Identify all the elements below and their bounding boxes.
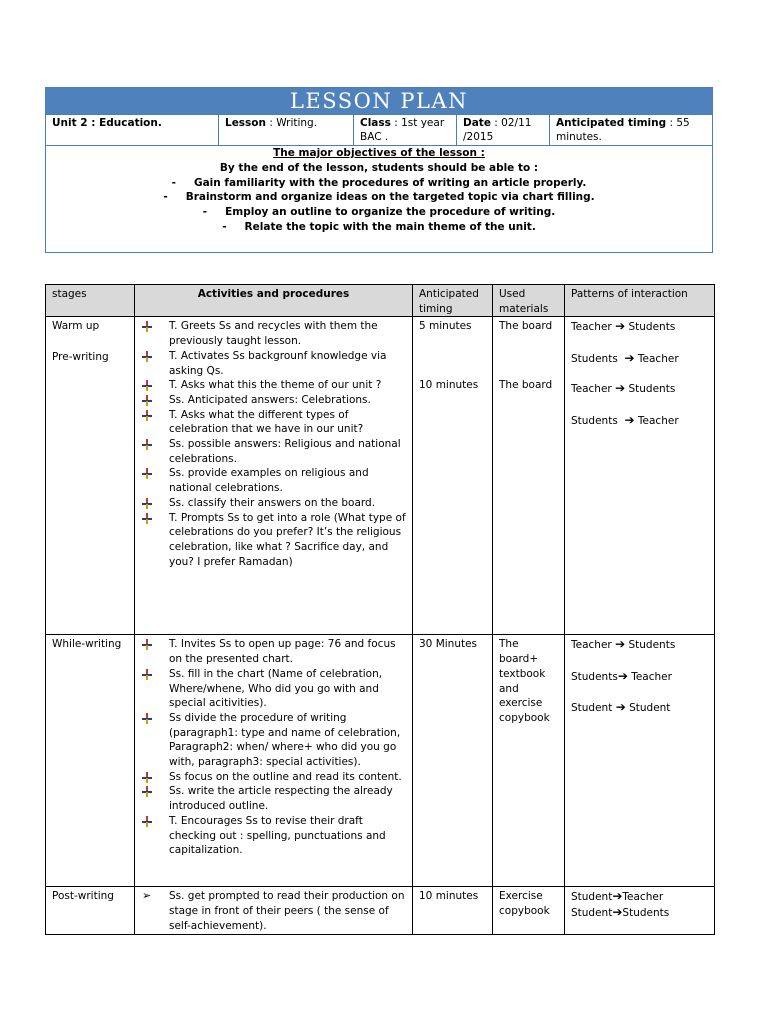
header-materials: Used materials [493, 285, 565, 317]
unit-cell: Unit 2 : Education. [52, 117, 162, 129]
timing-cell [549, 115, 712, 145]
pushpin-icon [142, 395, 152, 406]
materials-cell [493, 887, 565, 935]
stage-cell [46, 635, 135, 887]
right-arrow-icon: ➔ [615, 637, 626, 652]
pushpin-icon [142, 468, 152, 479]
pushpin-icon [142, 639, 152, 650]
timing-label: Anticipated timing [556, 117, 667, 129]
class-label: Class [360, 117, 391, 129]
right-arrow-icon: ➔ [624, 351, 635, 366]
class-cell [353, 115, 456, 145]
list-item: Ss. Anticipated answers: Celebrations. [169, 393, 406, 408]
objectives-intro: By the end of the lesson, students should be able to : [219, 161, 539, 174]
timing-value: 5 minutes [419, 320, 472, 333]
activities-cell [135, 317, 413, 635]
pushpin-icon [142, 410, 152, 421]
patterns-cell [565, 887, 715, 935]
lesson-cell [218, 115, 353, 145]
pushpin-icon [142, 321, 152, 332]
pushpin-icon [142, 498, 152, 509]
right-arrow-icon: ➔ [624, 412, 635, 427]
interaction-pattern: Students➔ Teacher [571, 669, 672, 684]
list-item: T. Activates Ss backgrounf knowledge via asking Qs. [169, 349, 406, 378]
list-item: Ss. provide examples on religious and national celebrations. [169, 466, 406, 495]
materials-value: The board+ textbook and exercise copybook [499, 638, 550, 724]
list-item: T. Asks what the different types of celebration that we have in our unit? [169, 408, 406, 437]
pushpin-icon [142, 669, 152, 680]
patterns-cell [565, 635, 715, 887]
right-arrow-icon: ➔ [615, 380, 626, 395]
pushpin-icon [142, 439, 152, 450]
header-activities: Activities and procedures [135, 285, 413, 317]
materials-cell [493, 635, 565, 887]
materials-cell [493, 317, 565, 635]
pushpin-icon [142, 380, 152, 391]
materials-value: The board [499, 320, 553, 333]
header-stages: stages [46, 285, 135, 317]
right-arrow-icon: ➔ [615, 319, 626, 334]
list-item: T. Asks what this the theme of our unit ? [169, 378, 406, 393]
table-row [46, 317, 715, 635]
lesson-label: Lesson [225, 117, 267, 129]
header-timing: Anticipated timing [413, 285, 493, 317]
timing-value: 10 minutes [419, 379, 479, 392]
pushpin-icon [142, 772, 152, 783]
right-arrow-icon: ➔ [612, 905, 623, 920]
timing-value: 10 minutes [419, 890, 479, 903]
stage-cell [46, 887, 135, 935]
list-item: ➢ Ss. get prompted to read their production on stage in front of their peers ( the sense of self-achievement). [142, 889, 405, 932]
class-value: : 1st year BAC . [360, 117, 445, 143]
stage-label: While-writing [52, 638, 122, 651]
materials-value: Exercise copybook [499, 890, 550, 918]
table-row [46, 887, 715, 935]
list-item: Ss. write the article respecting the already introduced outline. [169, 784, 406, 813]
interaction-pattern: Students ➔ Teacher [571, 412, 679, 427]
list-item: Ss. possible answers: Religious and national celebrations. [169, 437, 406, 466]
pushpin-icon [142, 351, 152, 362]
lesson-value: : Writing. [266, 117, 318, 129]
date-cell [456, 115, 549, 145]
timing-cell [413, 887, 493, 935]
page-title: LESSON PLAN [46, 88, 712, 114]
objectives-heading: The major objectives of the lesson : [273, 147, 485, 159]
list-item: T. Encourages Ss to revise their draft checking out : spelling, punctuations and capitalization. [169, 814, 406, 858]
pushpin-icon [142, 713, 152, 724]
interaction-pattern: Teacher ➔ Students [571, 380, 676, 395]
list-item: Ss. fill in the chart (Name of celebration, Where/whene, Who did you go with and special acitivities). [169, 667, 406, 711]
list-item: Ss. classify their answers on the board. [169, 496, 406, 511]
pushpin-icon [142, 786, 152, 797]
objective-item: - Relate the topic with the main theme of the unit. [222, 220, 536, 233]
objective-text: Employ an outline to organize the procedure of writing. [225, 206, 556, 219]
right-arrow-icon: ➔ [615, 699, 626, 714]
header-patterns: Patterns of interaction [565, 285, 715, 317]
objective-text: Relate the topic with the main theme of the unit. [244, 220, 536, 233]
date-label: Date [463, 117, 491, 129]
interaction-pattern: Teacher ➔ Students [571, 319, 676, 334]
list-item: T. Invites Ss to open up page: 76 and focus on the presented chart. [169, 637, 406, 666]
right-arrow-icon: ➔ [617, 669, 628, 684]
timing-cell [413, 317, 493, 635]
patterns-cell [565, 317, 715, 635]
objective-item: - Brainstorm and organize ideas on the targeted topic via chart filling. [163, 191, 595, 204]
interaction-pattern: Students ➔ Teacher [571, 351, 679, 366]
objective-item: - Employ an outline to organize the procedure of writing. [202, 206, 556, 219]
table-row [46, 635, 715, 887]
stage-cell [46, 317, 135, 635]
list-item: Ss divide the procedure of writing (paragraph1: type and name of celebration, Paragraph2: when/ where+ who did you go with, paragraph3: special activities). [169, 711, 406, 770]
list-item: T. Prompts Ss to get into a role (What type of celebrations do you prefer? It’s the religious celebration, like what ? Sacrifice day, and you? I prefer Ramadan) [169, 511, 406, 570]
stage-label: Post-writing [52, 890, 114, 903]
timing-value: : 55 minutes. [556, 117, 690, 143]
objective-text: Gain familiarity with the procedures of writing an article properly. [193, 176, 587, 189]
materials-value: The board [499, 379, 553, 392]
lesson-info-row [46, 114, 712, 146]
pushpin-icon [142, 816, 152, 827]
stage-label: Pre-writing [52, 351, 109, 364]
timing-cell [413, 635, 493, 887]
interaction-pattern: Teacher ➔ Students [571, 637, 676, 652]
interaction-pattern: Student➔Students [571, 905, 670, 920]
interaction-pattern: Student ➔ Student [571, 699, 671, 714]
procedures-table [45, 284, 715, 935]
activities-cell [135, 887, 413, 935]
lesson-header-table [45, 87, 713, 253]
right-arrow-icon: ➔ [612, 889, 623, 904]
activities-cell [135, 635, 413, 887]
stage-label: Warm up [52, 320, 100, 333]
objective-text: Brainstorm and organize ideas on the targeted topic via chart filling. [185, 191, 595, 204]
list-item: T. Greets Ss and recycles with them the previously taught lesson. [169, 319, 406, 348]
timing-value: 30 Minutes [419, 638, 478, 651]
interaction-pattern: Student➔Teacher [571, 889, 664, 904]
table-header-row [46, 285, 715, 317]
date-value: : 02/11 /2015 [463, 117, 532, 143]
list-item: Ss focus on the outline and read its content. [169, 770, 406, 785]
objectives-block [46, 146, 712, 235]
pushpin-icon [142, 513, 152, 524]
arrowhead-icon: ➢ [142, 889, 152, 903]
objective-item: - Gain familiarity with the procedures of writing an article properly. [171, 176, 587, 189]
